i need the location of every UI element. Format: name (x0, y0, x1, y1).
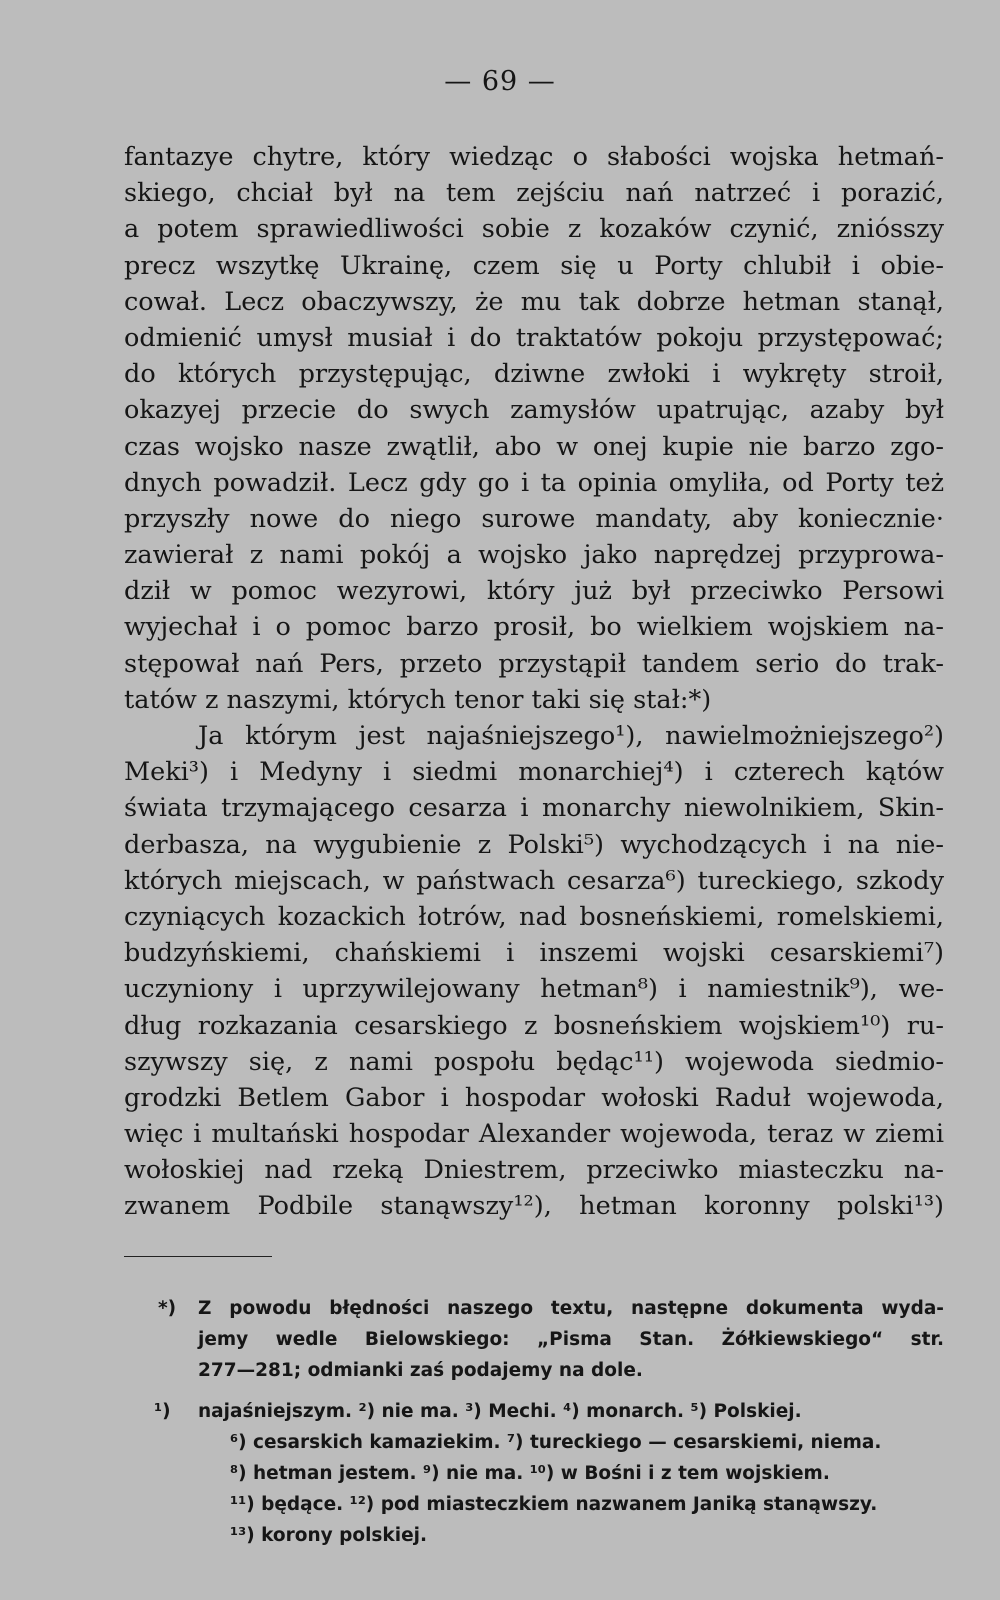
text-line: przyszły nowe do niego surowe mandaty, aby koniecznie· (124, 503, 944, 534)
text-line: dził w pomoc wezyrowi, który już był przeciwko Persowi (124, 576, 944, 607)
variant-note-line: ⁸) hetman jestem. ⁹) nie ma. ¹⁰) w Bośni i z tem wojskiem. (230, 1463, 830, 1484)
text-line: a potem sprawiedliwości sobie z kozaków czynić, zniósszy (124, 214, 944, 245)
page-number: — 69 — (444, 66, 556, 97)
footnote-line (124, 1293, 944, 1324)
text-line: budzyńskiemi, chańskiemi i inszemi wojski cesarskiemi⁷) (124, 938, 944, 969)
variant-note-text: najaśniejszym. ²) nie ma. ³) Mechi. ⁴) monarch. ⁵) Polskiej. (198, 1401, 802, 1422)
text-line: wołoskiej nad rzeką Dniestrem, przeciwko miasteczku na- (124, 1155, 944, 1186)
text-line: tatów z naszymi, których tenor taki się stał:*) (124, 684, 712, 715)
footnote-line: 277—281; odmianki zaś podajemy na dole. (198, 1360, 643, 1381)
footnote-marker: *) (158, 1298, 177, 1319)
text-line: cował. Lecz obaczywszy, że mu tak dobrze hetman stanął, (124, 286, 944, 317)
footnote-divider (124, 1256, 272, 1257)
text-line: Meki³) i Medyny i siedmi monarchiej⁴) i czterech kątów (124, 757, 944, 788)
text-line: odmienić umysł musiał i do traktatów pokoju przystępować; (124, 322, 944, 353)
variant-note-line (124, 1396, 944, 1427)
text-line: okazyej przecie do swych zamysłów upatrując, azaby był (124, 395, 944, 426)
text-line: fantazye chytre, który wiedząc o słabości wojska hetmań- (124, 142, 944, 172)
text-line: Ja którym jest najaśniejszego¹), nawielmożniejszego²) (198, 721, 944, 751)
body-text (124, 139, 944, 1225)
text-line: zawierał z nami pokój a wojsko jako naprędzej przyprowa- (124, 540, 944, 571)
footnote-text: Z powodu błędności naszego textu, następne dokumenta wyda- (198, 1298, 944, 1319)
text-line: uczyniony i uprzywilejowany hetman⁸) i namiestnik⁹), we- (124, 974, 944, 1005)
text-line: dnych powadził. Lecz gdy go i ta opinia omyliła, od Porty też (124, 467, 944, 498)
text-line: skiego, chciał był na tem zejściu nań natrzeć i porazić, (124, 178, 944, 209)
text-line: do których przystępując, dziwne zwłoki i wykręty stroił, (124, 359, 944, 390)
text-line: czas wojsko nasze zwątlił, abo w onej kupie nie barzo zgo- (124, 431, 944, 462)
text-line: grodzki Betlem Gabor i hospodar wołoski Raduł wojewoda, (124, 1082, 944, 1113)
text-line: zwanem Podbile stanąwszy¹²), hetman koronny polski¹³) (124, 1191, 944, 1222)
text-line: których miejscach, w państwach cesarza⁶) tureckiego, szkody (124, 865, 944, 896)
text-line: dług rozkazania cesarskiego z bosneńskiem wojskiem¹⁰) ru- (124, 1010, 944, 1041)
variant-note-line: ¹¹) będące. ¹²) pod miasteczkiem nazwanem Janiką stanąwszy. (230, 1494, 878, 1515)
text-line: wyjechał i o pomoc barzo prosił, bo wielkiem wojskiem na- (124, 612, 944, 643)
text-line: świata trzymającego cesarza i monarchy niewolnikiem, Skin- (124, 793, 944, 824)
text-line: precz wszytkę Ukrainę, czem się u Porty chlubił i obie- (124, 250, 944, 281)
variant-note-marker: ¹) (154, 1401, 171, 1422)
footnote-line: jemy wedle Bielowskiego: „Pisma Stan. Żółkiewskiego“ str. (198, 1329, 944, 1350)
text-line: więc i multański hospodar Alexander wojewoda, teraz w ziemi (124, 1119, 944, 1150)
text-line: stępował nań Pers, przeto przystąpił tandem serio do trak- (124, 648, 944, 679)
text-line: derbasza, na wygubienie z Polski⁵) wychodzących i na nie- (124, 829, 944, 860)
variant-note-line: ⁶) cesarskich kamaziekim. ⁷) tureckiego — cesarskiemi, niema. (230, 1432, 882, 1453)
variant-note-line: ¹³) korony polskiej. (230, 1525, 427, 1546)
text-line: czyniących kozackich łotrów, nad bosneńskiemi, romelskiemi, (124, 901, 944, 932)
footnotes (124, 1293, 944, 1551)
text-line: szywszy się, z nami pospołu będąc¹¹) wojewoda siedmio- (124, 1046, 944, 1077)
